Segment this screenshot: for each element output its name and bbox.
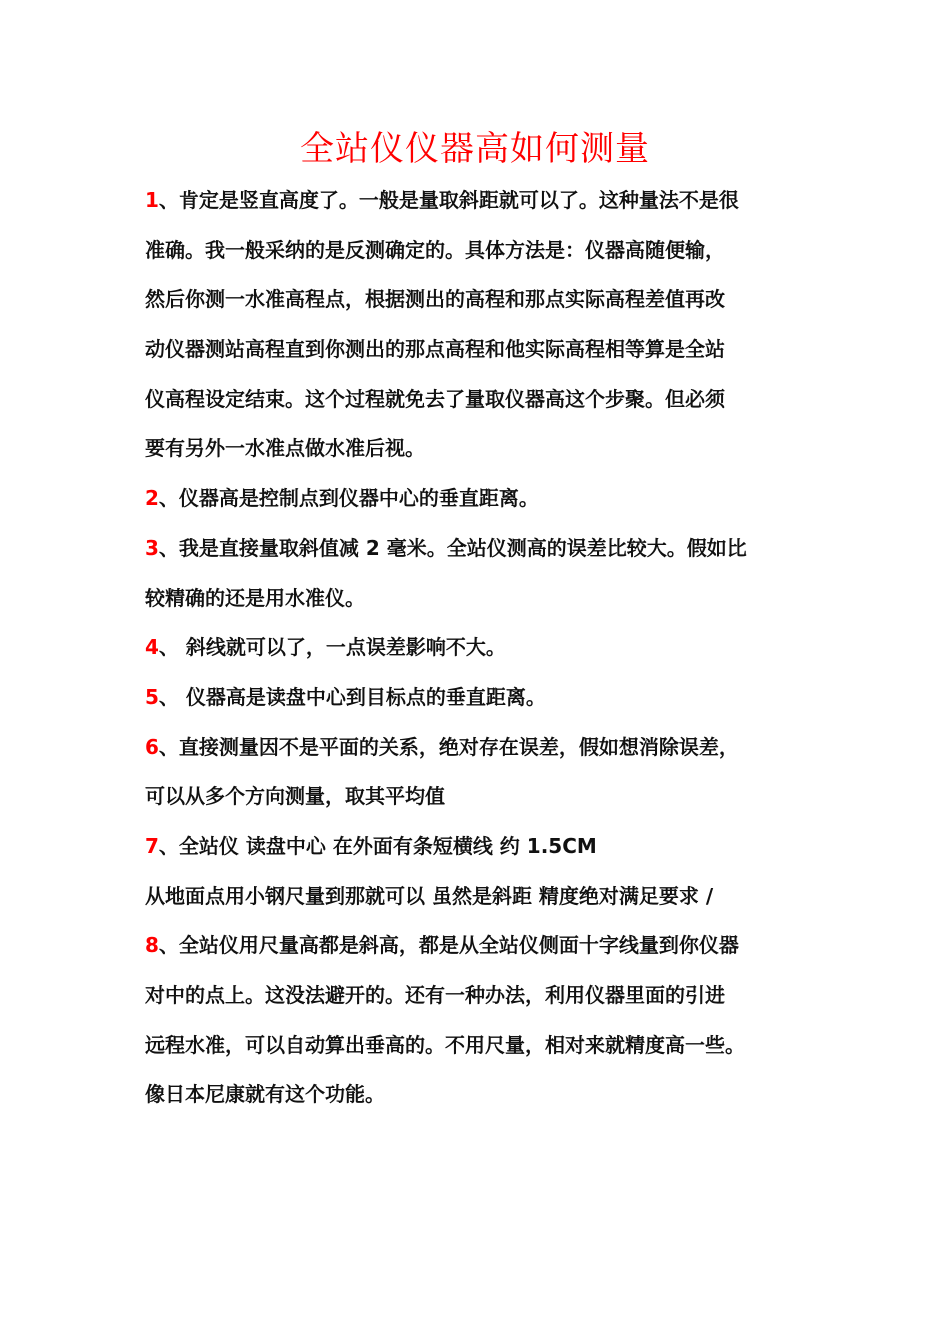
line-text: 、直接测量因不是平面的关系，绝对存在误差，假如想消除误差， <box>158 734 739 759</box>
document-body <box>145 176 815 1120</box>
text-line <box>145 375 815 425</box>
item-number: 1 <box>145 188 159 212</box>
item-number: 2 <box>145 486 159 511</box>
line-text: 像日本尼康就有这个功能。 <box>145 1082 385 1107</box>
text-line <box>145 673 815 723</box>
text-line <box>145 1021 815 1071</box>
text-line <box>145 474 815 524</box>
item-number: 6 <box>145 734 159 759</box>
line-text: 可以从多个方向测量，取其平均值 <box>145 784 445 809</box>
line-text: 、全站仪用尺量高都是斜高，都是从全站仪侧面十字线量到你仪器 <box>158 933 739 958</box>
text-line <box>145 325 815 375</box>
text-line <box>145 822 815 872</box>
item-number: 7 <box>145 833 159 858</box>
line-text: 、 斜线就可以了，一点误差影响不大。 <box>158 635 506 660</box>
text-line <box>145 176 815 226</box>
line-text: 准确。我一般采纳的是反测确定的。具体方法是：仪器高随便输， <box>145 237 725 262</box>
item-number: 3 <box>145 535 159 560</box>
text-line <box>145 772 815 822</box>
item-number: 8 <box>145 933 159 958</box>
text-line <box>145 524 815 574</box>
text-line <box>145 1070 815 1120</box>
line-text: 、我是直接量取斜值减 2 毫米。全站仪测高的误差比较大。假如比 <box>158 535 747 560</box>
line-text: 远程水准，可以自动算出垂高的。不用尺量，相对来就精度高一些。 <box>145 1032 745 1057</box>
text-line <box>145 275 815 325</box>
text-line <box>145 623 815 673</box>
line-text: 、仪器高是控制点到仪器中心的垂直距离。 <box>158 486 539 511</box>
line-text: 从地面点用小钢尺量到那就可以 虽然是斜距 精度绝对满足要求 / <box>145 883 714 908</box>
line-text: 对中的点上。这没法避开的。还有一种办法，利用仪器里面的引进 <box>145 983 725 1007</box>
line-text: 仪高程设定结束。这个过程就免去了量取仪器高这个步聚。但必须 <box>145 386 725 411</box>
line-text: 要有另外一水准点做水准后视。 <box>145 436 425 461</box>
line-text: 、 仪器高是读盘中心到目标点的垂直距离。 <box>158 684 546 709</box>
text-line <box>145 971 815 1021</box>
item-number: 5 <box>145 684 159 709</box>
text-line <box>145 424 815 474</box>
item-number: 4 <box>145 635 159 660</box>
text-line <box>145 226 815 276</box>
page-title: 全站仪仪器高如何测量 <box>300 129 650 169</box>
text-line <box>145 574 815 624</box>
line-text: 、肯定是竖直高度了。一般是量取斜距就可以了。这种量法不是很 <box>158 188 739 212</box>
text-line <box>145 723 815 773</box>
line-text: 较精确的还是用水准仪。 <box>145 585 365 610</box>
text-line <box>145 921 815 971</box>
line-text: 、全站仪 读盘中心 在外面有条短横线 约 1.5CM <box>158 833 597 858</box>
line-text: 然后你测一水准高程点，根据测出的高程和那点实际高程差值再改 <box>145 287 725 312</box>
line-text: 动仪器测站高程直到你测出的那点高程和他实际高程相等算是全站 <box>145 337 725 362</box>
text-line <box>145 872 815 922</box>
